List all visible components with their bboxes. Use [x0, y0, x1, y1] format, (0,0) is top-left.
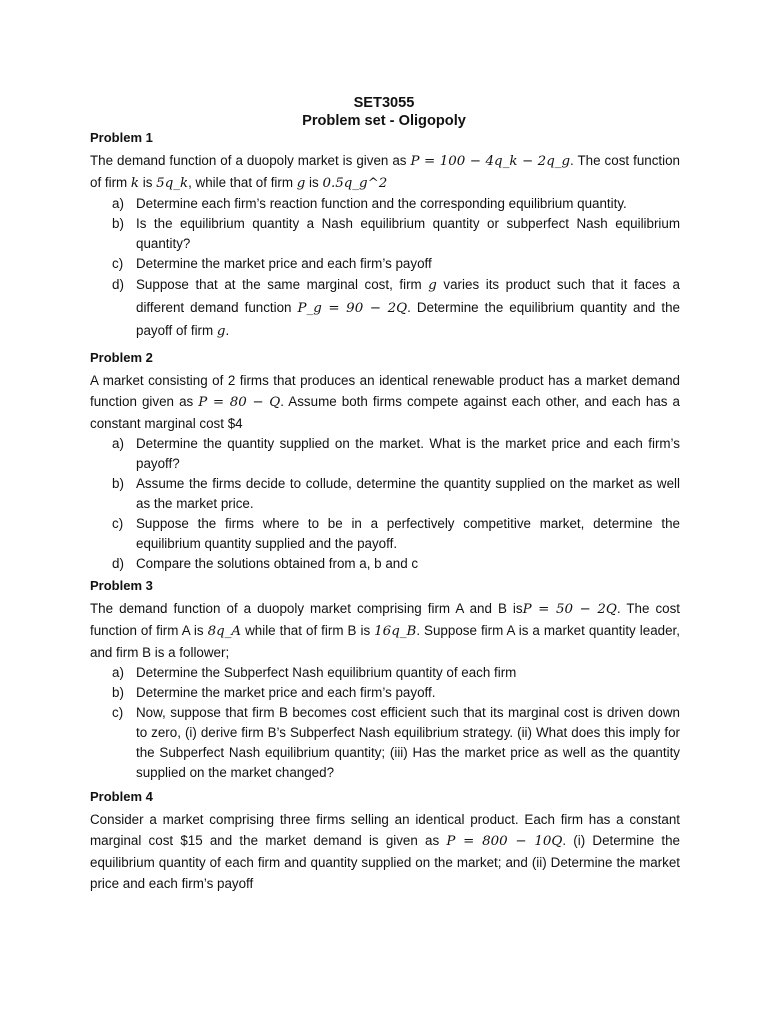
problem-title: Problem 4	[90, 789, 153, 804]
problem-4	[90, 787, 680, 894]
problem-statement: Consider a market comprising three firms selling an identical product. Each firm has a constant marginal cost $15 and the market demand is given as P = 800 − 10Q. (i) Determine the equilibrium quantity of each firm and quantity supplied on the market; and (ii) Determine the market price and each firm’s payoff	[90, 812, 680, 891]
problem-title: Problem 2	[90, 350, 153, 365]
math-demand-eq: P = 50 − 2Q	[522, 602, 617, 617]
question-list	[90, 194, 680, 343]
math-cost-g: 0.5q_g^2	[322, 176, 388, 191]
math-demand-eq: P = 800 − 10Q	[446, 834, 563, 849]
list-item: b) Assume the firms decide to collude, determine the quantity supplied on the market as well as the market price.	[112, 476, 680, 511]
list-item: a) Determine the Subperfect Nash equilibrium quantity of each firm	[112, 665, 517, 680]
problem-statement: The demand function of a duopoly market is given as P = 100 − 4q_k − 2q_g. The cost function of firm k is 5q_k, while that of firm g is 0.5q_g^2	[90, 153, 681, 191]
math-demand-eq-g: P_g = 90 − 2Q	[297, 301, 408, 316]
math-cost-a: 8q_A	[207, 624, 242, 639]
problem-title: Problem 1	[90, 130, 153, 145]
list-item: d) Suppose that at the same marginal cost, firm g varies its product such that it faces a different demand function P_g = 90 − 2Q. Determine the equilibrium quantity and the payoff of firm g.	[112, 277, 681, 339]
list-item: b) Is the equilibrium quantity a Nash equilibrium quantity or subperfect Nash equilibrium quantity?	[112, 216, 680, 251]
list-item: a) Determine the quantity supplied on the market. What is the market price and each firm’s payoff?	[112, 436, 680, 471]
problem-3	[90, 576, 680, 783]
problem-1	[90, 128, 680, 343]
list-item: d) Compare the solutions obtained from a, b and c	[112, 556, 419, 571]
problem-2	[90, 348, 680, 574]
course-code: SET3055	[353, 95, 415, 111]
list-item: a) Determine each firm’s reaction function and the corresponding equilibrium quantity.	[112, 196, 627, 211]
document-title: Problem set - Oligopoly	[302, 113, 466, 129]
list-item: c) Suppose the firms where to be in a perfectively competitive market, determine the equilibrium quantity supplied and the payoff.	[112, 516, 680, 551]
list-item: b) Determine the market price and each firm’s payoff.	[112, 685, 436, 700]
math-demand-eq: P = 80 − Q	[198, 395, 281, 410]
problem-title: Problem 3	[90, 578, 153, 593]
math-cost-k: 5q_k	[156, 176, 189, 191]
list-item: c) Determine the market price and each firm’s payoff	[112, 256, 432, 271]
question-list	[90, 434, 680, 574]
list-item: c) Now, suppose that firm B becomes cost efficient such that its marginal cost is driven down to zero, (i) derive firm B’s Subperfect Nash equilibrium strategy. (ii) What does this imply for the Subperfect Nash equilibrium quantity; (iii) Has the market price as well as the quantity supplied on the market changed?	[112, 705, 680, 780]
math-demand-eq: P = 100 − 4q_k − 2q_g	[410, 154, 571, 169]
question-list	[90, 663, 680, 783]
math-cost-b: 16q_B	[374, 624, 417, 639]
problem-statement: The demand function of a duopoly market comprising firm A and B isP = 50 − 2Q. The cost function of firm A is 8q_A while that of firm B is 16q_B. Suppose firm A is a market quantity leader, and firm B is a follower;	[90, 601, 681, 660]
problem-statement: A market consisting of 2 firms that produces an identical renewable product has a market demand function given as P = 80 − Q. Assume both firms compete against each other, and each has a constant marginal cost $4	[90, 373, 681, 431]
